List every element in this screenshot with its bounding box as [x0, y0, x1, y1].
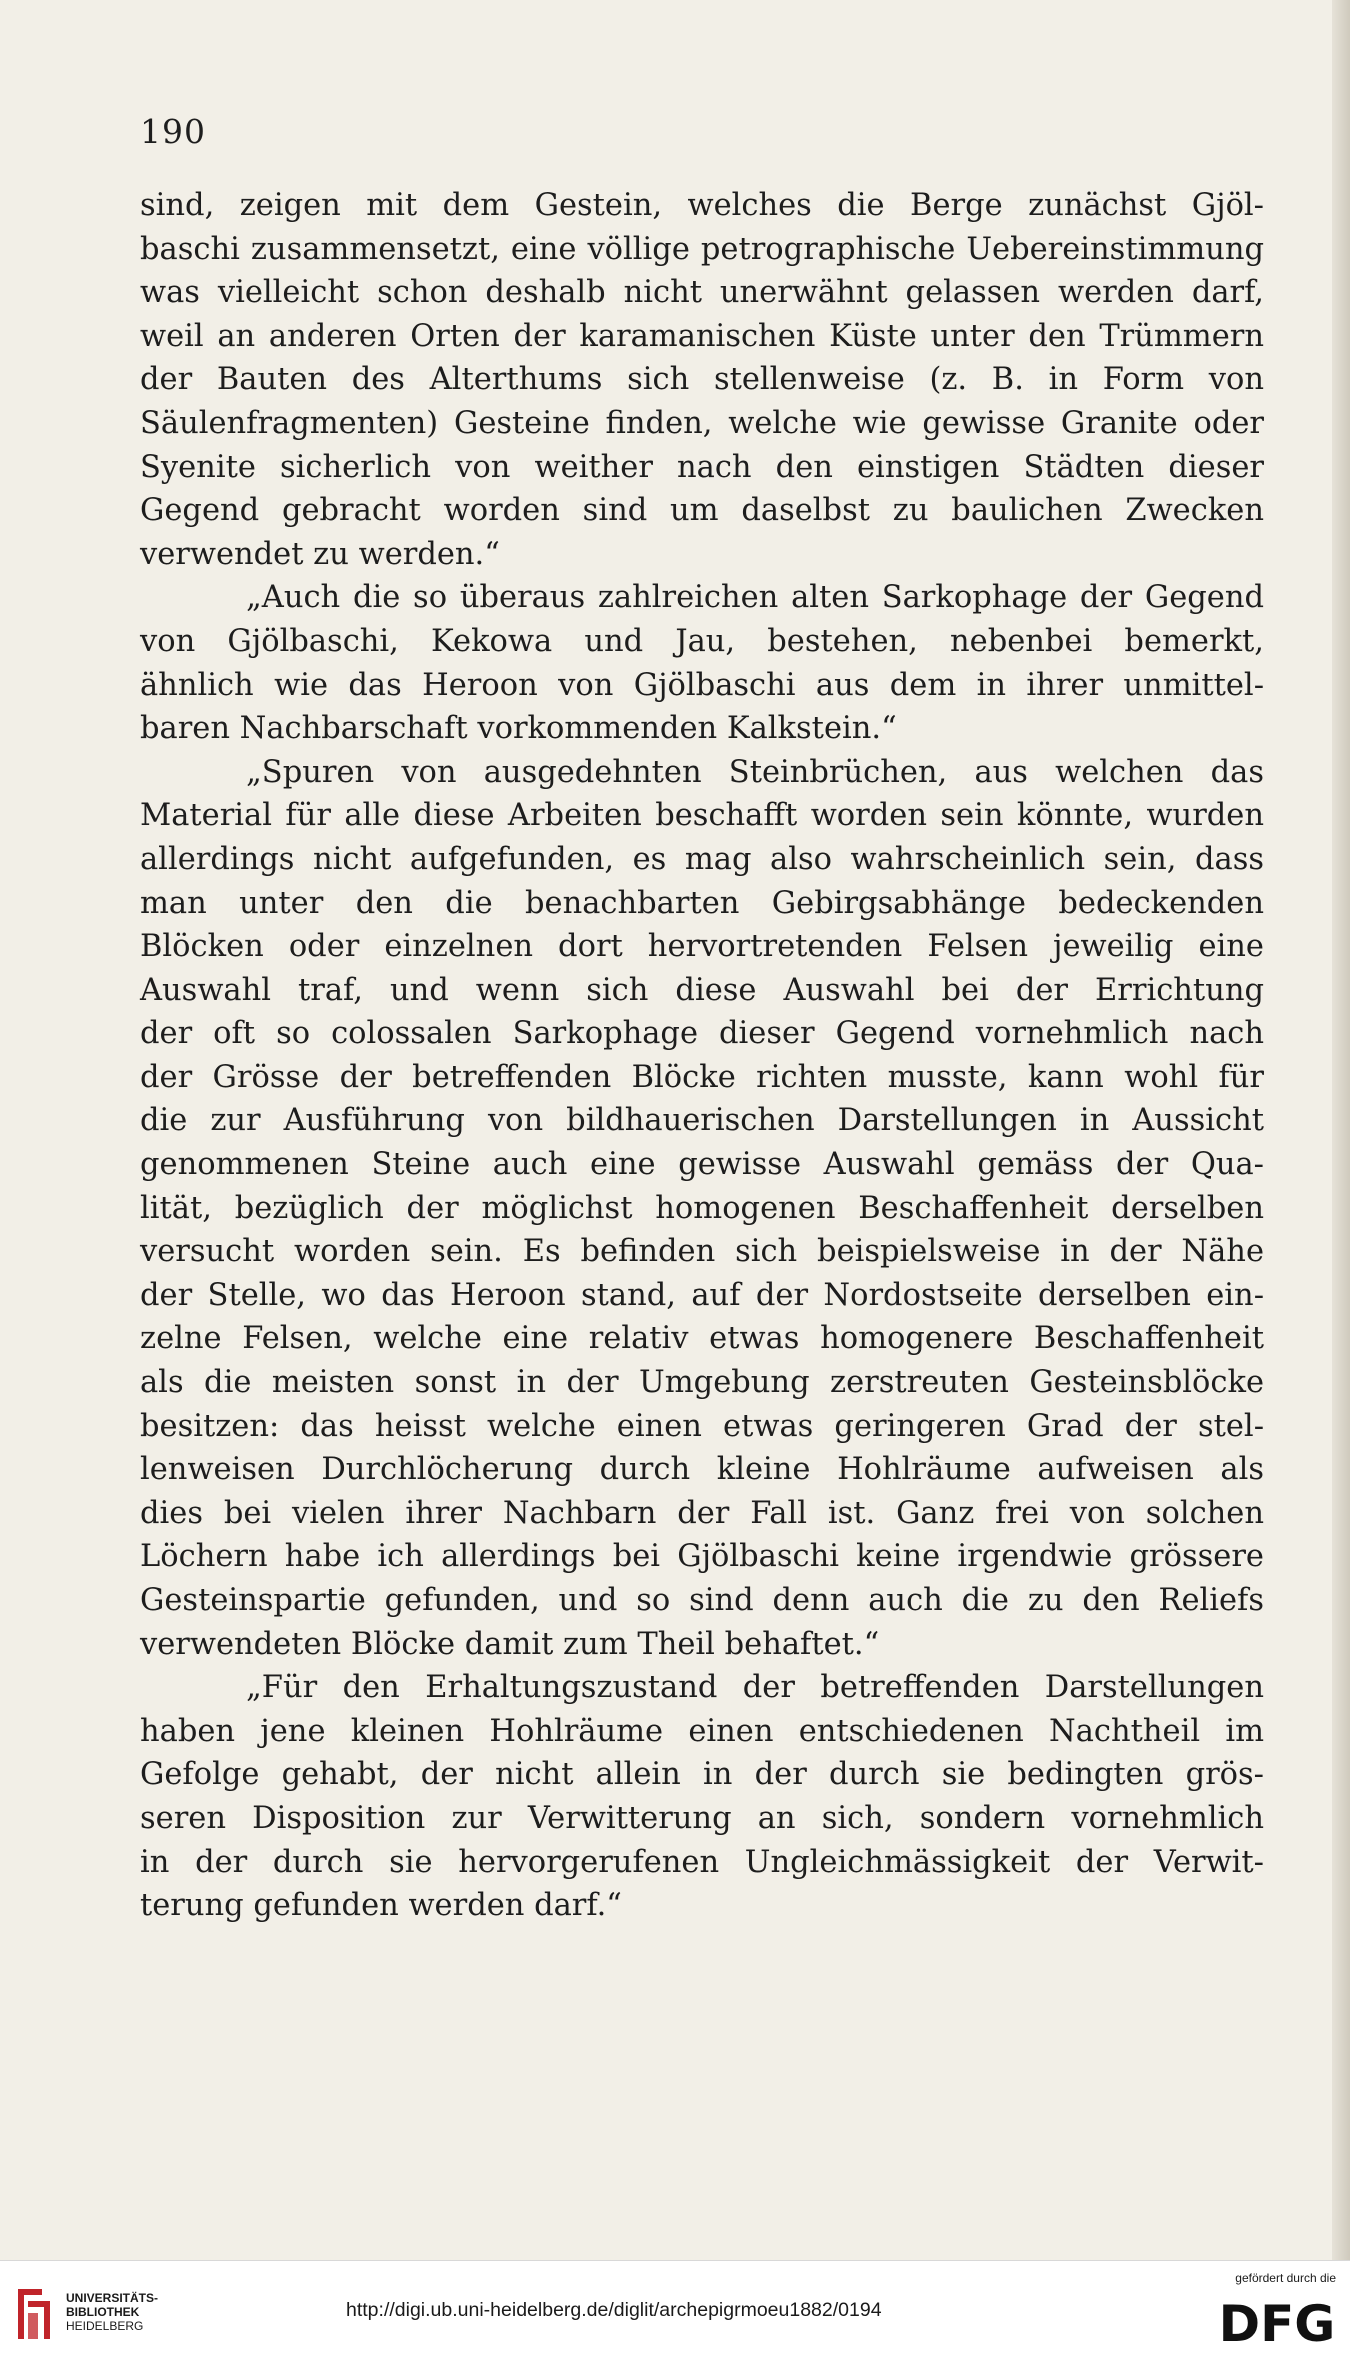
dfg-logo-icon	[1218, 2291, 1336, 2353]
text-line: „Auch die so überaus zahlreichen alten Sarkophage der Gegend	[246, 580, 1264, 616]
text-line: versucht worden sein. Es befinden sich beispielsweise in der Nähe	[140, 1234, 1264, 1270]
page-edge-shadow	[1332, 0, 1350, 2260]
text-line: besitzen: das heisst welche einen etwas geringeren Grad der stel-	[140, 1408, 1264, 1444]
text-line: lität, bezüglich der möglichst homogenen Beschaffenheit derselben	[140, 1190, 1264, 1226]
text-line: sind, zeigen mit dem Gestein, welches die Berge zunächst Gjöl-	[140, 188, 1264, 223]
text-line: allerdings nicht aufgefunden, es mag also wahrscheinlich sein, dass	[140, 841, 1264, 877]
text-line: Auswahl traf, und wenn sich diese Auswahl bei der Errichtung	[140, 972, 1264, 1008]
page-number: 190	[140, 112, 206, 151]
text-line: Säulenfragmenten) Gesteine finden, welche wie gewisse Granite oder	[140, 405, 1264, 441]
text-line: der Grösse der betreffenden Blöcke richten musste, kann wohl für	[140, 1059, 1264, 1095]
text-line: Gesteinspartie gefunden, und so sind denn auch die zu den Reliefs	[140, 1583, 1264, 1618]
text-line: man unter den die benachbarten Gebirgsabhänge bedeckenden	[140, 885, 1264, 921]
text-line: Löchern habe ich allerdings bei Gjölbaschi keine irgendwie grössere	[140, 1539, 1264, 1575]
text-line: was vielleicht schon deshalb nicht unerwähnt gelassen werden darf,	[140, 275, 1264, 311]
text-line: die zur Ausführung von bildhauerischen Darstellungen in Aussicht	[140, 1103, 1264, 1139]
body-text	[140, 184, 1264, 1928]
text-line: verwendeten Blöcke damit zum Theil behaftet.“	[140, 1626, 880, 1662]
library-name-line-2: BIBLIOTHEK	[66, 2305, 140, 2319]
text-line: haben jene kleinen Hohlräume einen entschiedenen Nachtheil im	[140, 1713, 1264, 1749]
text-line: Material für alle diese Arbeiten beschafft worden sein könnte, wurden	[140, 798, 1264, 834]
library-name-line-3: HEIDELBERG	[66, 2319, 144, 2333]
text-line: Gefolge gehabt, der nicht allein in der durch sie bedingten grös-	[140, 1757, 1264, 1793]
text-line: baschi zusammensetzt, eine völlige petrographische Uebereinstimmung	[140, 231, 1264, 267]
text-line: terung gefunden werden darf.“	[140, 1888, 622, 1924]
text-line: von Gjölbaschi, Kekowa und Jau, bestehen, nebenbei bemerkt,	[140, 623, 1264, 659]
library-name-line-1: UNIVERSITÄTS-	[66, 2291, 159, 2305]
text-line: als die meisten sonst in der Umgebung zerstreuten Gesteinsblöcke	[140, 1365, 1264, 1401]
text-line: weil an anderen Orten der karamanischen Küste unter den Trümmern	[140, 318, 1264, 354]
text-line: baren Nachbarschaft vorkommenden Kalkstein.“	[140, 711, 897, 747]
text-line: der Bauten des Alterthums sich stellenweise (z. B. in Form von	[140, 362, 1264, 398]
text-line: in der durch sie hervorgerufenen Ungleichmässigkeit der Verwit-	[140, 1844, 1264, 1880]
text-line: der Stelle, wo das Heroon stand, auf der Nordostseite derselben ein-	[140, 1277, 1264, 1313]
text-line: verwendet zu werden.“	[140, 536, 500, 572]
text-line: Gegend gebracht worden sind um daselbst zu baulichen Zwecken	[140, 493, 1264, 529]
footer-bar	[0, 2260, 1350, 2362]
funder-note: gefördert durch die	[1235, 2271, 1336, 2285]
text-line: dies bei vielen ihrer Nachbarn der Fall ist. Ganz frei von solchen	[140, 1495, 1264, 1531]
text-line: seren Disposition zur Verwitterung an sich, sondern vornehmlich	[140, 1800, 1264, 1836]
library-name	[66, 2291, 158, 2333]
dfg-logo-text: DFG	[1218, 2295, 1336, 2353]
text-line: Blöcken oder einzelnen dort hervortretenden Felsen jeweilig eine	[140, 929, 1264, 965]
text-line: zelne Felsen, welche eine relativ etwas homogenere Beschaffenheit	[140, 1321, 1264, 1357]
text-line: Syenite sicherlich von weither nach den einstigen Städten dieser	[140, 449, 1264, 485]
text-line: „Für den Erhaltungszustand der betreffenden Darstellungen	[246, 1670, 1264, 1706]
text-line: lenweisen Durchlöcherung durch kleine Hohlräume aufweisen als	[140, 1452, 1264, 1488]
text-line: ähnlich wie das Heroon von Gjölbaschi aus dem in ihrer unmittel-	[140, 667, 1264, 703]
text-line: „Spuren von ausgedehnten Steinbrüchen, aus welchen das	[246, 754, 1264, 790]
source-url-link[interactable]: http://digi.ub.uni-heidelberg.de/diglit/archepigrmoeu1882/0194	[346, 2299, 882, 2321]
library-logo-icon	[12, 2283, 56, 2345]
text-line: genommenen Steine auch eine gewisse Auswahl gemäss der Qua-	[140, 1147, 1264, 1183]
text-line: der oft so colossalen Sarkophage dieser Gegend vornehmlich nach	[140, 1016, 1264, 1052]
